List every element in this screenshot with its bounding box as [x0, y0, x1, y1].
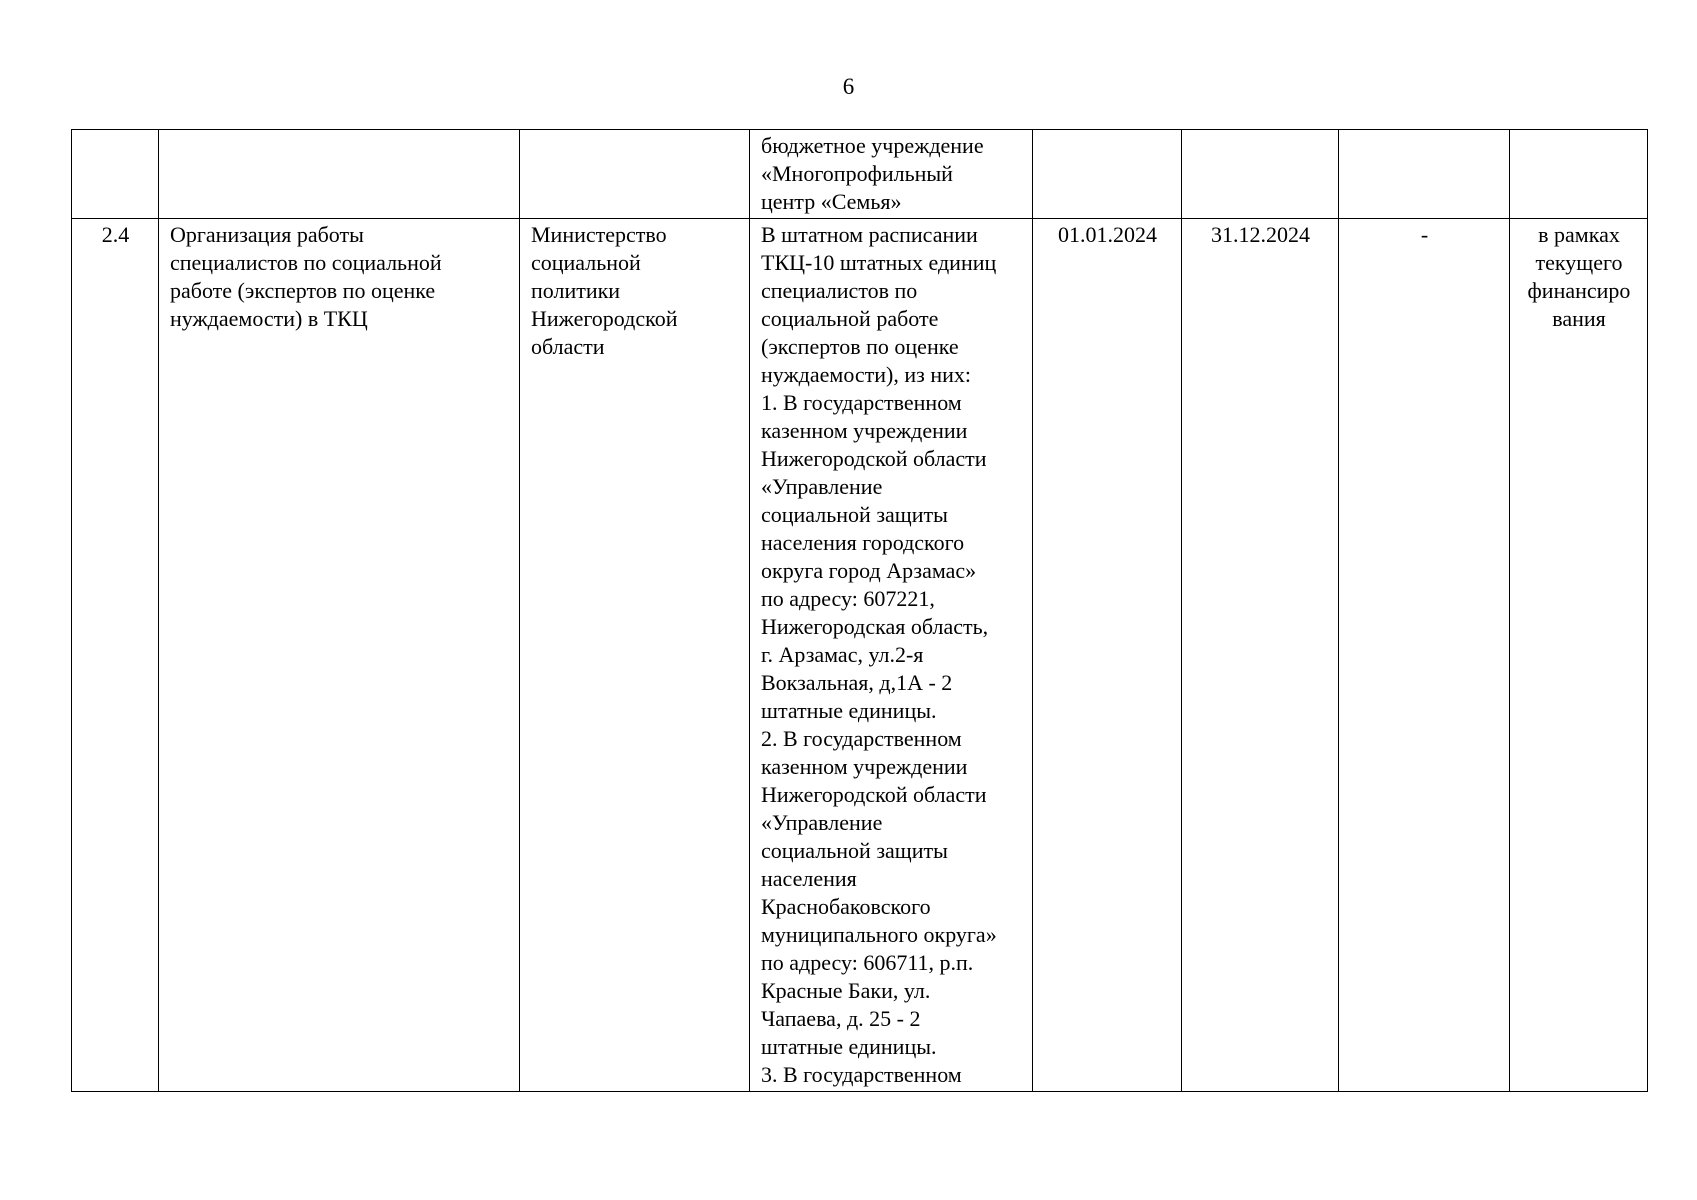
cell-number: 2.4: [72, 219, 159, 1092]
cell-indicator: [1339, 130, 1510, 219]
responsible-line: Министерство: [531, 222, 667, 247]
funding-line: финансиро: [1527, 278, 1631, 303]
executors-line: Чапаева, д. 25 - 2: [761, 1006, 921, 1031]
executors-line: Краснобаковского: [761, 894, 931, 919]
plan-table: [71, 129, 1648, 1092]
responsible-line: области: [531, 334, 605, 359]
executors-line: казенном учреждении: [761, 754, 968, 779]
executors-line: по адресу: 606711, р.п.: [761, 950, 974, 975]
page-number: 6: [842, 74, 855, 99]
executors-line: «Многопрофильный: [761, 161, 953, 186]
cell-name: [159, 130, 520, 219]
cell-end-date: [1182, 130, 1339, 219]
name-line: Организация работы: [170, 222, 364, 247]
executors-line: штатные единицы.: [761, 698, 937, 723]
cell-end-date: 31.12.2024: [1182, 219, 1339, 1092]
cell-name: [159, 219, 520, 1092]
funding-line: вания: [1552, 306, 1606, 331]
executors-line: населения городского: [761, 530, 965, 555]
funding-line: текущего: [1535, 250, 1623, 275]
name-line: работе (экспертов по оценке: [170, 278, 436, 303]
table-row-2-4: [72, 219, 1648, 1092]
cell-indicator: -: [1339, 219, 1510, 1092]
responsible-line: политики: [531, 278, 621, 303]
responsible-line: социальной: [531, 250, 641, 275]
cell-number: [72, 130, 159, 219]
cell-responsible: [520, 130, 750, 219]
executors-line: «Управление: [761, 474, 883, 499]
name-line: нуждаемости) в ТКЦ: [170, 306, 368, 331]
executors-line: ТКЦ-10 штатных единиц: [761, 250, 997, 275]
cell-start-date: [1033, 130, 1182, 219]
executors-line: нуждаемости), из них:: [761, 362, 971, 387]
responsible-line: Нижегородской: [531, 306, 678, 331]
table-row-continued: [72, 130, 1648, 219]
executors-line: «Управление: [761, 810, 883, 835]
executors-line: специалистов по: [761, 278, 918, 303]
executors-line: (экспертов по оценке: [761, 334, 959, 359]
executors-line: Вокзальная, д,1А - 2: [761, 670, 953, 695]
cell-funding: [1510, 219, 1648, 1092]
cell-funding: [1510, 130, 1648, 219]
executors-line: социальной защиты: [761, 502, 948, 527]
executors-line: Красные Баки, ул.: [761, 978, 931, 1003]
executors-line: 1. В государственном: [761, 390, 962, 415]
executors-line: бюджетное учреждение: [761, 133, 984, 158]
executors-line: центр «Семья»: [761, 189, 902, 214]
executors-line: 3. В государственном: [761, 1062, 962, 1087]
executors-line: муниципального округа»: [761, 922, 997, 947]
executors-line: 2. В государственном: [761, 726, 962, 751]
executors-line: населения: [761, 866, 857, 891]
cell-responsible: [520, 219, 750, 1092]
cell-start-date: 01.01.2024: [1033, 219, 1182, 1092]
executors-line: г. Арзамас, ул.2-я: [761, 642, 924, 667]
executors-line: В штатном расписании: [761, 222, 978, 247]
executors-line: социальной защиты: [761, 838, 948, 863]
executors-line: по адресу: 607221,: [761, 586, 935, 611]
cell-executors: [750, 130, 1033, 219]
funding-line: в рамках: [1538, 222, 1620, 247]
executors-line: Нижегородской области: [761, 446, 987, 471]
executors-line: социальной работе: [761, 306, 939, 331]
executors-line: Нижегородской области: [761, 782, 987, 807]
executors-line: Нижегородская область,: [761, 614, 989, 639]
cell-executors: [750, 219, 1033, 1092]
name-line: специалистов по социальной: [170, 250, 442, 275]
executors-line: штатные единицы.: [761, 1034, 937, 1059]
executors-line: казенном учреждении: [761, 418, 968, 443]
executors-line: округа город Арзамас»: [761, 558, 977, 583]
